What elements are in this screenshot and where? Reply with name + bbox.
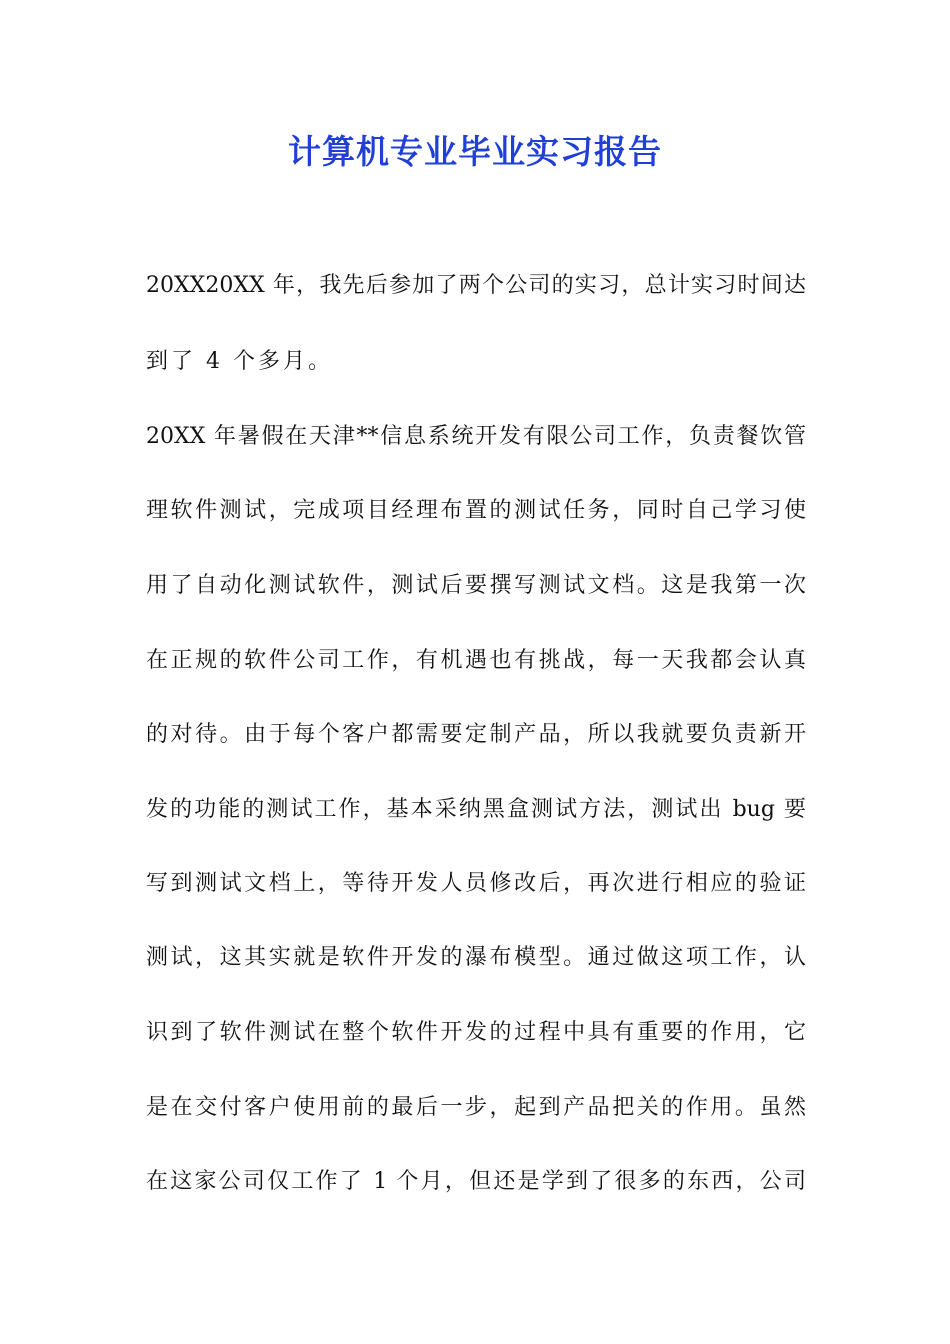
paragraph-line: 理软件测试，完成项目经理布置的测试任务，同时自己学习使	[146, 498, 806, 523]
paragraph-line: 测试，这其实就是软件开发的瀑布模型。通过做这项工作，认	[146, 945, 806, 970]
paragraph-line: 用了自动化测试软件，测试后要撰写测试文档。这是我第一次	[146, 573, 806, 598]
paragraph-line: 在这家公司仅工作了 1 个月，但还是学到了很多的东西，公司	[146, 1169, 806, 1194]
paragraph-line: 到了 4 个多月。	[146, 349, 333, 374]
document-title: 计算机专业毕业实习报告	[288, 132, 662, 171]
paragraph-line: 识到了软件测试在整个软件开发的过程中具有重要的作用，它	[146, 1020, 806, 1045]
paragraph-line: 在正规的软件公司工作，有机遇也有挑战，每一天我都会认真	[146, 648, 806, 673]
paragraph-line: 写到测试文档上，等待开发人员修改后，再次进行相应的验证	[146, 871, 806, 896]
paragraph-line: 20XX20XX 年，我先后参加了两个公司的实习，总计实习时间达	[146, 273, 806, 298]
paragraph-line: 的对待。由于每个客户都需要定制产品，所以我就要负责新开	[146, 722, 806, 747]
paragraph-line: 是在交付客户使用前的最后一步，起到产品把关的作用。虽然	[146, 1095, 806, 1120]
paragraph-line: 发的功能的测试工作，基本采纳黑盒测试方法，测试出 bug 要	[146, 797, 806, 822]
paragraph-line: 20XX 年暑假在天津**信息系统开发有限公司工作，负责餐饮管	[146, 424, 806, 449]
